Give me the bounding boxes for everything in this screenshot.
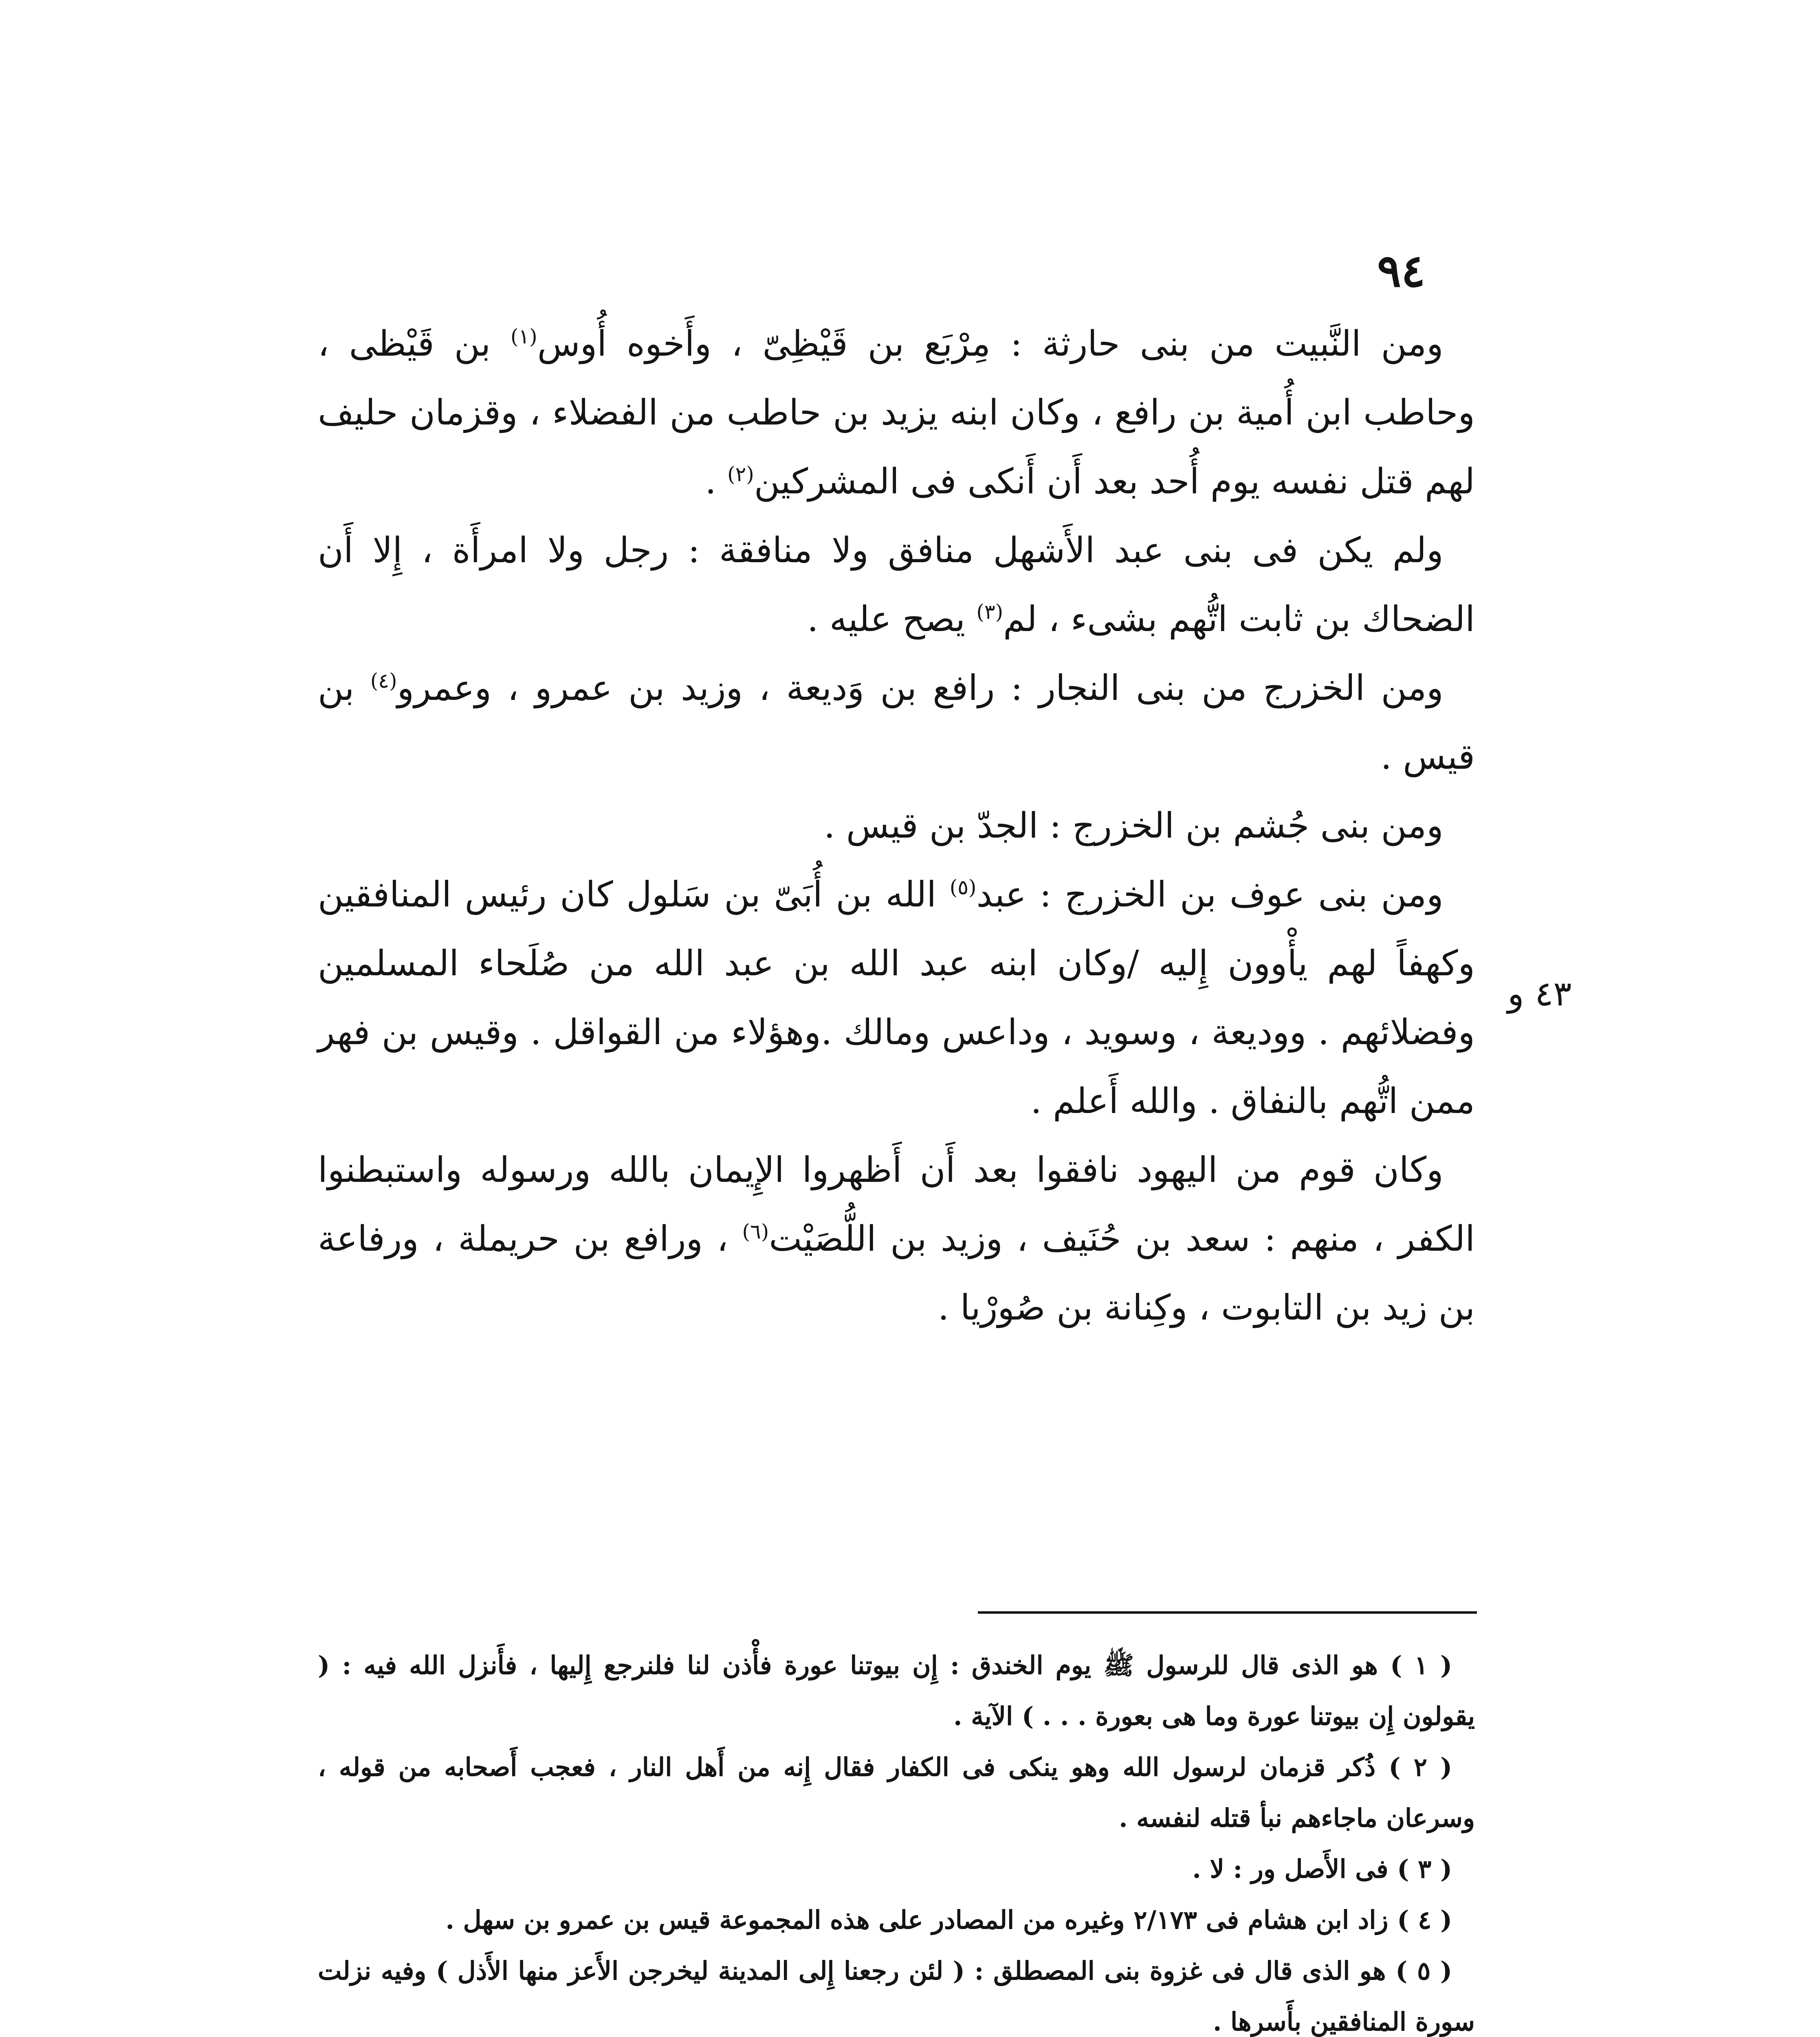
paragraph-text: ومن الخزرج من بنى النجار : رافع بن وَديعة ، وزيد بن عمرو ، وعمرو bbox=[397, 668, 1444, 708]
paragraph-text: . bbox=[705, 461, 728, 502]
footnote-separator bbox=[978, 1611, 1477, 1614]
paragraph-text: ومن بنى عوف بن الخزرج : عبد bbox=[976, 874, 1444, 915]
footnote-marker: (٥) bbox=[949, 876, 977, 900]
footnote-marker: (٣) bbox=[976, 600, 1004, 624]
paragraph bbox=[318, 1136, 1475, 1342]
paragraph-text: وكان قوم من اليهود نافقوا بعد أَن أَظهروا الإِيمان بالله ورسوله واستبطنوا الكفر ، منهم : سعد بن حُنَيف ، وزيد بن اللُّصَيْت bbox=[318, 1150, 1475, 1259]
footnote-marker: (٢) bbox=[727, 462, 754, 486]
main-text bbox=[318, 310, 1475, 1342]
paragraph-text: ومن بنى جُشم بن الخزرج : الجدّ بن قيس . bbox=[824, 805, 1444, 846]
paragraph bbox=[318, 792, 1475, 860]
paragraph-text: ، ورافع بن حريملة ، ورفاعة بن زيد بن التابوت ، وكِنانة بن صُورْيا . bbox=[318, 1219, 1475, 1328]
margin-folio-reference: ٤٣ و bbox=[1507, 974, 1572, 1014]
paragraph-text: ومن النَّبيت من بنى حارثة : مِرْبَع بن قَيْظِىّ ، وأَخوه أُوس bbox=[537, 323, 1444, 364]
footnote: ( ٥ ) هو الذى قال فى غزوة بنى المصطلق : ( لئن رجعنا إِلى المدينة ليخرجن الأَعز منها الأَذل ) وفيه نزلت سورة المنافقين بأَسرها . bbox=[318, 1956, 1475, 2037]
footnote: ( ٣ ) فى الأَصل ور : لا . bbox=[1192, 1854, 1452, 1884]
paragraph-text: بن قيس . bbox=[318, 668, 1475, 777]
paragraph bbox=[318, 310, 1475, 516]
paragraph-text: الله بن أُبَىّ بن سَلول كان رئيس المنافقين وكهفاً لهم يأْوون إِليه /وكان ابنه عبد الله بن عبد الله من صُلَحاء المسلمين وفضلائهم . ووديعة ، وسويد ، وداعس ومالك .وهؤلاء من القواقل . وقيس بن فهر ممن اتُّهم بالنفاق . والله أَعلم . bbox=[318, 874, 1475, 1122]
paragraph bbox=[318, 654, 1475, 792]
footnote-marker: (٦) bbox=[742, 1220, 769, 1244]
page-number: ٩٤ bbox=[1377, 244, 1426, 297]
footnote: ( ١ ) هو الذى قال للرسول ﷺ يوم الخندق : إِن بيوتنا عورة فأْذن لنا فلنرجع إِليها ، فأَنزل الله فيه : ( يقولون إِن بيوتنا عورة وما هى بعورة . . . ) الآية . bbox=[318, 1650, 1475, 1731]
footnote: ( ٢ ) ذُكر قزمان لرسول الله وهو ينكى فى الكفار فقال إِنه من أَهل النار ، فعجب أَصحابه من قوله ، وسرعان ماجاءهم نبأ قتله لنفسه . bbox=[318, 1752, 1475, 1833]
paragraph-text: بن قَيْظى ، وحاطب ابن أُمية بن رافع ، وكان ابنه يزيد بن حاطب من الفضلاء ، وقزمان حليف لهم قتل نفسه يوم أُحد بعد أَن أَنكى فى المشركين bbox=[318, 323, 1475, 502]
footnote-marker: (٤) bbox=[370, 669, 397, 693]
paragraph bbox=[318, 516, 1475, 654]
paragraph-text: ولم يكن فى بنى عبد الأَشهل منافق ولا منافقة : رجل ولا امرأَة ، إِلا أَن الضحاك بن ثابت اتُّهم بشىء ، لم bbox=[318, 530, 1475, 640]
footnote-marker: (١) bbox=[510, 325, 537, 349]
footnotes bbox=[318, 1640, 1475, 2037]
paragraph bbox=[318, 860, 1475, 1136]
paragraph-text: يصح عليه . bbox=[807, 599, 977, 640]
footnote: ( ٤ ) زاد ابن هشام فى ٢/١٧٣ وغيره من المصادر على هذه المجموعة قيس بن عمرو بن سهل . bbox=[445, 1905, 1452, 1935]
